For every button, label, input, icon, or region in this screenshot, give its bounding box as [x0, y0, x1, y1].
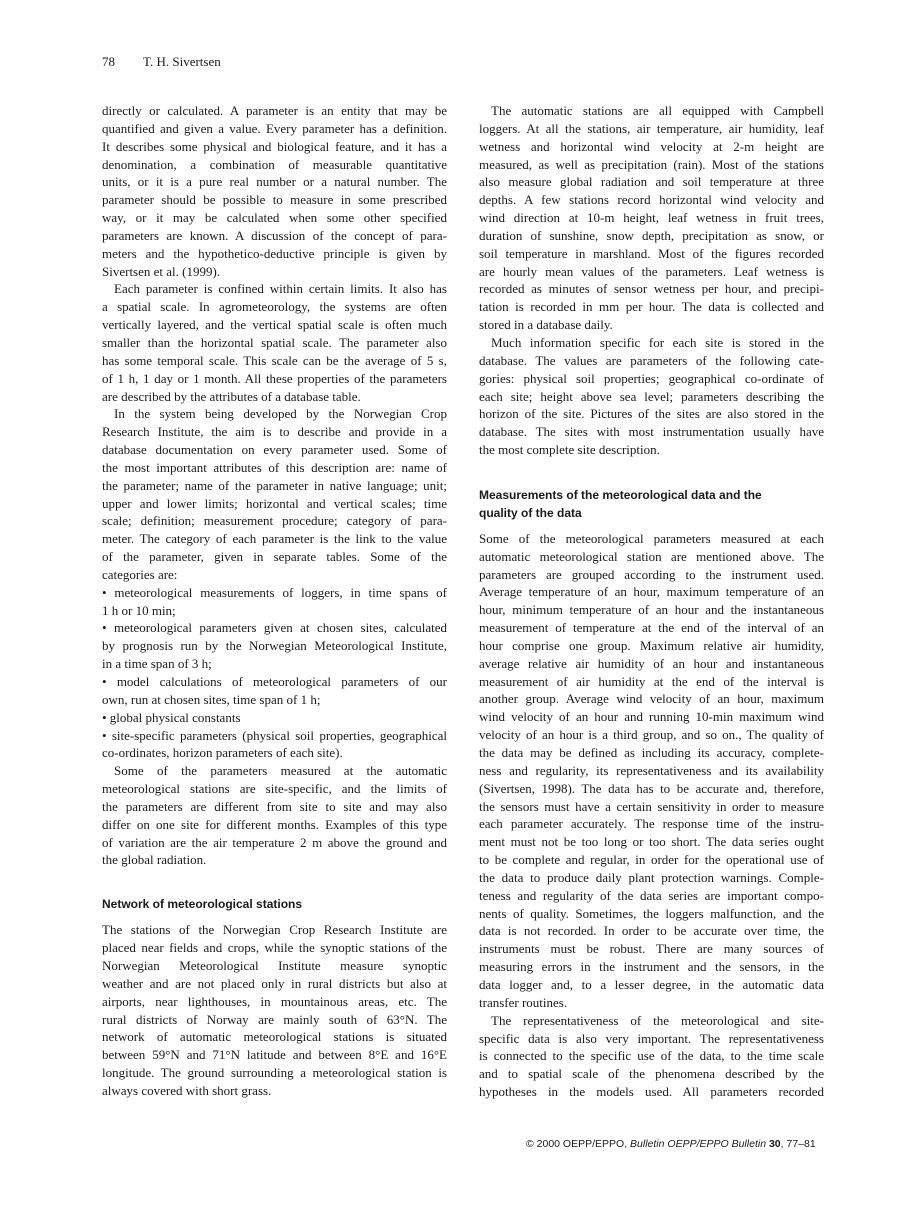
text-line: in a time span of 3 h; [102, 656, 212, 672]
text-line: ness and regularity, its representativeness and its availability [479, 762, 824, 778]
text-line: In the system being developed by the Norwegian Crop [114, 406, 447, 422]
section-heading [102, 895, 447, 913]
text-line: airports, near lighthouses, in mountainous areas, etc. The [102, 993, 447, 1009]
text-line: gories: physical soil properties; geographical co-ordinate of [479, 370, 824, 386]
footer-citation [526, 1138, 816, 1150]
text-line: differ on one site for different months. Examples of this type [102, 816, 447, 832]
text-line: data logger and, to a lesser degree, in the automatic data [479, 976, 824, 992]
text-line: the global radiation. [102, 852, 207, 868]
text-line: another group. Average wind velocity of an hour, maximum [479, 691, 824, 707]
paragraph [102, 709, 447, 727]
text-line: vertically layered, and the vertical spatial scale is often much [102, 317, 447, 333]
text-line: hour comprise one group. Maximum relative air humidity, [479, 637, 824, 653]
text-line: hypotheses in the models used. All parameters recorded [479, 1084, 824, 1100]
text-line: parameters are grouped according to the instrument used. [479, 566, 824, 582]
text-line: tation is recorded in mm per hour. The data is collected and [479, 299, 824, 315]
text-line: Some of the meteorological parameters measured at each [479, 530, 824, 546]
text-line: database. The values are parameters of the following cate- [479, 352, 824, 368]
text-line: between 59°N and 71°N latitude and between 8°E and 16°E [102, 1047, 447, 1063]
text-line: • meteorological parameters given at chosen sites, calculated [102, 620, 447, 636]
text-line: smaller than the horizontal spatial scale. The parameter also [102, 334, 447, 350]
text-line: the most complete site description. [479, 442, 660, 458]
text-line: way, or it may be calculated when some other specified [102, 210, 447, 226]
text-line: database documentation on every parameter used. Some of [102, 442, 447, 458]
text-line: ment must not be too long or too short. The data series ought [479, 834, 824, 850]
paragraph [102, 921, 447, 1099]
paragraph [102, 619, 447, 673]
paragraph [479, 530, 824, 1012]
text-line: The automatic stations are all equipped with Campbell [491, 103, 824, 118]
text-line: • meteorological measurements of loggers, in time spans of [102, 584, 447, 600]
text-line: • model calculations of meteorological parameters of our [102, 674, 447, 689]
text-line: and to spatial scale of the phenomena described by the [479, 1066, 824, 1082]
text-line: soil temperature in marshland. Most of the figures recorded [479, 245, 824, 261]
paragraph [479, 1012, 824, 1101]
text-line: of 1 h, 1 day or 1 month. All these properties of the parameters [102, 370, 447, 386]
text-line: weather and are not placed only in rural districts but also at [102, 975, 447, 991]
text-line: measured, as well as precipitation (rain). Most of the stations [479, 156, 824, 172]
paragraph [102, 584, 447, 620]
text-line: instruments must be robust. There are many sources of [479, 941, 824, 957]
text-line: wind direction at 10-m height, leaf wetness in fruit trees, [479, 210, 824, 226]
paragraph [479, 102, 824, 334]
text-line: teness and regularity of the data series are important compo- [479, 887, 824, 903]
paragraph [479, 334, 824, 459]
text-line: of the parameter, given in separate tables. Some of the [102, 549, 447, 565]
text-line: data is not recorded. In order to be accurate over time, the [479, 923, 824, 939]
text-line: own, run at chosen sites, time span of 1 h; [102, 691, 321, 707]
text-line: Sivertsen et al. (1999). [102, 263, 221, 279]
text-line: wind velocity of an hour and running 10-min maximum wind [479, 709, 824, 725]
text-line: upper and lower limits; horizontal and vertical scales; time [102, 495, 447, 511]
text-line: denomination, a combination of measurable quantitative [102, 156, 447, 172]
text-line: wetness and horizontal wind velocity at 2-m height are [479, 138, 824, 154]
text-line: units, or it is a pure real number or a natural number. The [102, 174, 447, 190]
text-line: the sensors must have a certain sensitivity in order to measure [479, 798, 824, 814]
text-line: of variation are the air temperature 2 m above the ground and [102, 834, 447, 850]
text-line: the most important attributes of this description are: name of [102, 459, 447, 475]
text-line: measurement of air humidity at the end of the interval is [479, 673, 824, 689]
text-line: always covered with short grass. [102, 1082, 272, 1098]
text-line: are described by the attributes of a database table. [102, 388, 361, 404]
text-line: is connected to the specific use of the data, to the time scale [479, 1048, 824, 1064]
text-line: The representativeness of the meteorological and site- [491, 1012, 824, 1028]
text-line: database. The sites with most instrumentation usually have [479, 424, 824, 440]
text-line: meter. The category of each parameter is the link to the value [102, 531, 447, 547]
text-line: Norwegian Meteorological Institute measure synoptic [102, 957, 447, 973]
text-line: depths. A few stations record horizontal wind velocity and [479, 192, 824, 208]
text-line: recorded as minutes of sensor wetness per hour, and precipi- [479, 281, 824, 297]
text-line: are hourly mean values of the parameters. Leaf wetness is [479, 263, 824, 279]
text-line: a spatial scale. In agrometeorology, the systems are often [102, 299, 447, 315]
paragraph [102, 280, 447, 405]
paragraph [102, 762, 447, 869]
text-line: parameter should be possible to measure in some prescribed [102, 192, 447, 208]
text-line: nents of quality. Sometimes, the loggers malfunction, and the [479, 905, 824, 921]
text-line: transfer routines. [479, 994, 568, 1010]
text-line: co-ordinates, horizon parameters of each site). [102, 745, 343, 761]
text-line: longitude. The ground surrounding a meteorological station is [102, 1065, 447, 1081]
text-line: meters and the hypothetico-deductive principle is given by [102, 245, 447, 261]
journal-name: Bulletin OEPP/EPPO Bulletin [630, 1138, 767, 1150]
volume: 30 [768, 1138, 781, 1150]
text-line: specific data is also very important. The representativeness [479, 1030, 824, 1046]
right-column [479, 102, 824, 1101]
text-line: placed near fields and crops, while the synoptic stations of the [102, 940, 447, 956]
text-line: rural districts of Norway are mainly south of 63°N. The [102, 1011, 447, 1027]
heading-line: Measurements of the meteorological data and the [479, 487, 762, 502]
text-line: to be complete and regular, in order for the operational use of [479, 852, 824, 868]
left-column [102, 102, 447, 1100]
running-header [102, 54, 221, 70]
text-line: Some of the parameters measured at the automatic [114, 763, 447, 779]
text-line: The stations of the Norwegian Crop Research Institute are [102, 922, 447, 938]
text-line: • site-specific parameters (physical soil properties, geographical [102, 727, 447, 743]
text-line: quantified and given a value. Every parameter has a definition. [102, 120, 447, 136]
paragraph [102, 102, 447, 280]
text-line: • global physical constants [102, 709, 241, 725]
text-line: duration of sunshine, snow depth, precipitation as snow, or [479, 227, 824, 243]
text-line: measurement of temperature at the end of the interval of an [479, 620, 824, 636]
paragraph [102, 727, 447, 763]
paragraph [102, 673, 447, 709]
text-line: measuring errors in the instrument and the sensors, in the [479, 959, 824, 975]
text-line: has some temporal scale. This scale can be the average of 5 s, [102, 352, 447, 368]
text-line: scale; definition; measurement procedure; category of para- [102, 513, 447, 529]
text-line: the parameters are different from site to site and may also [102, 798, 447, 814]
text-line: parameters are known. A discussion of the concept of para- [102, 227, 447, 243]
text-line: directly or calculated. A parameter is an entity that may be [102, 103, 447, 118]
author-name: T. H. Sivertsen [143, 54, 221, 69]
text-line: Research Institute, the aim is to describe and provide in a [102, 424, 447, 440]
text-line: also measure global radiation and soil temperature at three [479, 174, 824, 190]
text-line: velocity of an hour is a third group, and so on., The quality of [479, 727, 824, 743]
text-line: stored in a database daily. [479, 317, 613, 333]
text-line: Each parameter is confined within certain limits. It also has [114, 281, 447, 297]
text-line: It describes some physical and biological feature, and it has a [102, 138, 447, 154]
page-range: , 77–81 [780, 1138, 816, 1150]
heading-line: Network of meteorological stations [102, 897, 303, 912]
text-line: horizon of the site. Pictures of the sites are also stored in the [479, 406, 824, 422]
text-line: each site; height above sea level; parameters describing the [479, 388, 824, 404]
text-line: loggers. At all the stations, air temperature, air humidity, leaf [479, 120, 824, 136]
text-line: the data may be defined as including its accuracy, complete- [479, 745, 824, 760]
text-line: hour, minimum temperature of an hour and the instantaneous [479, 602, 824, 618]
heading-line: quality of the data [479, 505, 582, 520]
text-line: average relative air humidity of an hour and instantaneous [479, 655, 824, 671]
text-line: Average temperature of an hour, maximum temperature of an [479, 584, 824, 600]
text-line: meteorological stations are site-specific, and the limits of [102, 781, 447, 797]
text-line: automatic meteorological station are mentioned above. The [479, 548, 824, 564]
text-line: (Sivertsen, 1998). The data has to be accurate and, therefore, [479, 780, 824, 796]
text-line: the parameter; name of the parameter in native language; unit; [102, 477, 447, 493]
text-line: categories are: [102, 566, 178, 582]
text-line: Much information specific for each site is stored in the [491, 334, 824, 350]
section-heading [479, 486, 824, 522]
text-line: the data to produce daily plant protection warnings. Comple- [479, 869, 824, 885]
text-line: 1 h or 10 min; [102, 602, 176, 618]
copyright: © 2000 OEPP/EPPO, [526, 1138, 631, 1150]
text-line: by prognosis run by the Norwegian Meteorological Institute, [102, 638, 447, 654]
page-number: 78 [102, 54, 115, 69]
text-line: each parameter accurately. The response time of the instru- [479, 816, 824, 832]
paragraph [102, 405, 447, 583]
text-line: network of automatic meteorological stations is situated [102, 1029, 447, 1045]
